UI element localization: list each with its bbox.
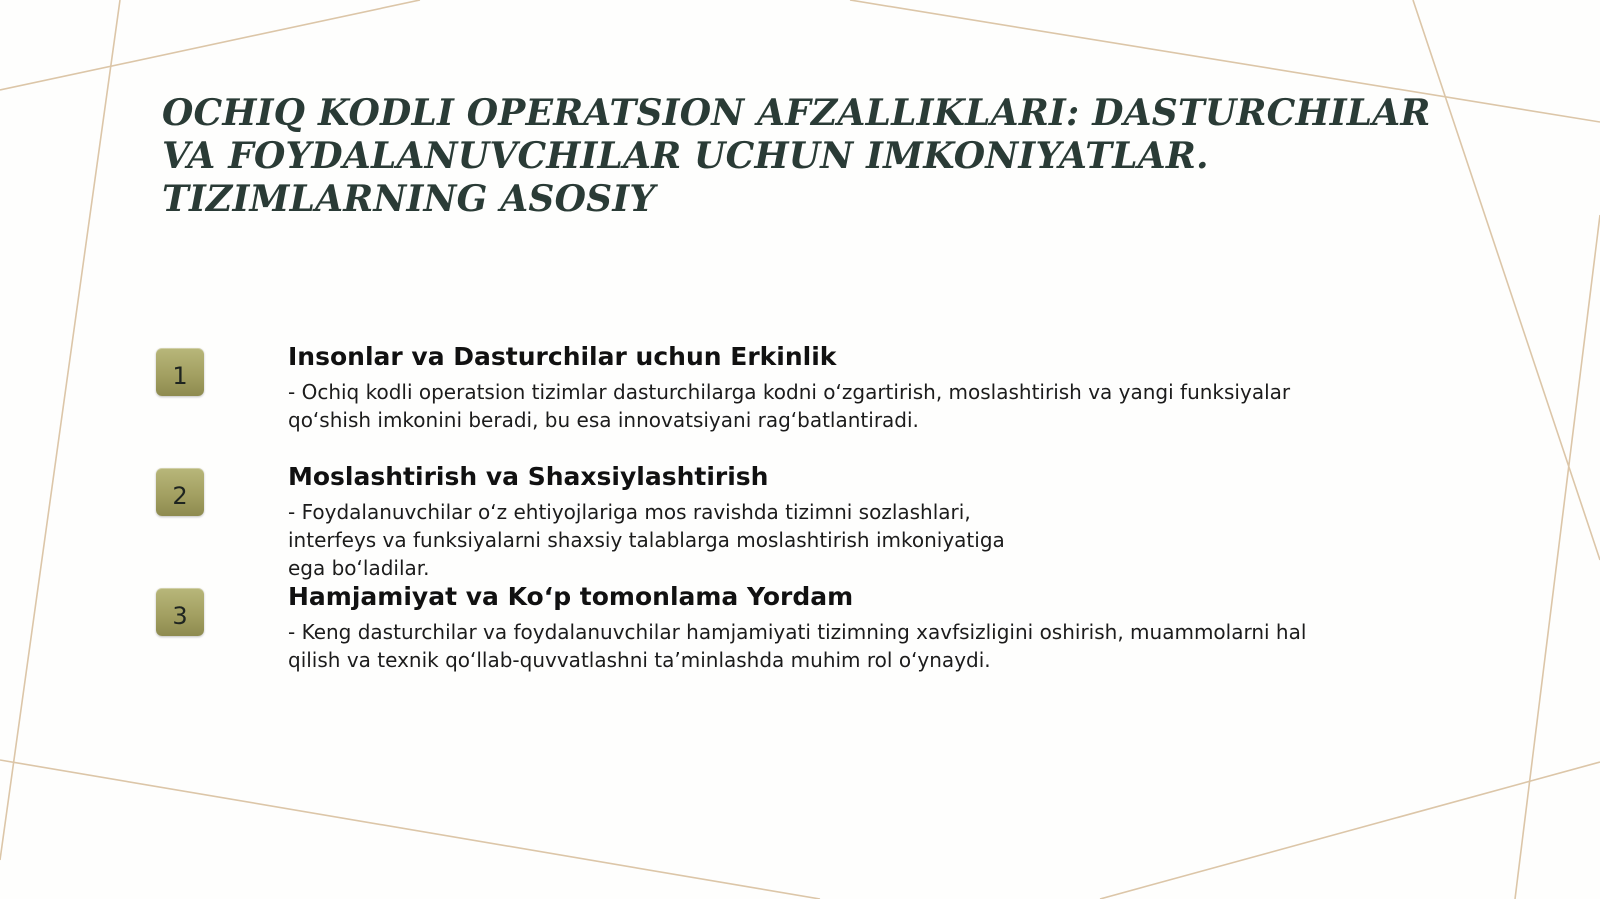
number-badge: 2 xyxy=(156,468,204,516)
slide-title: OCHIQ KODLI OPERATSION AFZALLIKLARI: DASTURCHILAR VA FOYDALANUVCHILAR UCHUN IMKONIYATLAR. TIZIMLARNING ASOSIY xyxy=(162,92,1431,220)
item-heading: Hamjamiyat va Ko‘p tomonlama Yordam xyxy=(288,582,854,611)
item-heading: Insonlar va Dasturchilar uchun Erkinlik xyxy=(288,342,837,371)
number-badge: 3 xyxy=(156,588,204,636)
deco-line-top-left xyxy=(0,0,420,90)
deco-line-bottom-left xyxy=(0,760,820,899)
number-badge: 1 xyxy=(156,348,204,396)
item-description: - Foydalanuvchilar o‘z ehtiyojlariga mos ravishda tizimni sozlashlari, interfeys va funksiyalarni shaxsiy talablarga moslashtirish imkoniyatiga ega bo‘ladilar. xyxy=(288,500,1005,580)
item-description: - Ochiq kodli operatsion tizimlar dasturchilarga kodni o‘zgartirish, moslashtirish va yangi funksiyalar qo‘shish imkonini beradi, bu esa innovatsiyani rag‘batlantiradi. xyxy=(288,380,1291,432)
item-description: - Keng dasturchilar va foydalanuvchilar hamjamiyati tizimning xavfsizligini oshirish, muammolarni hal qilish va texnik qo‘llab-quvvatlashni ta’minlashda muhim rol o‘ynaydi. xyxy=(288,620,1307,672)
deco-line-right-diagonal xyxy=(1413,0,1600,560)
deco-line-left xyxy=(0,0,120,860)
deco-line-bottom-right xyxy=(1100,762,1600,899)
deco-line-right xyxy=(1515,215,1600,899)
item-heading: Moslashtirish va Shaxsiylashtirish xyxy=(288,462,769,491)
